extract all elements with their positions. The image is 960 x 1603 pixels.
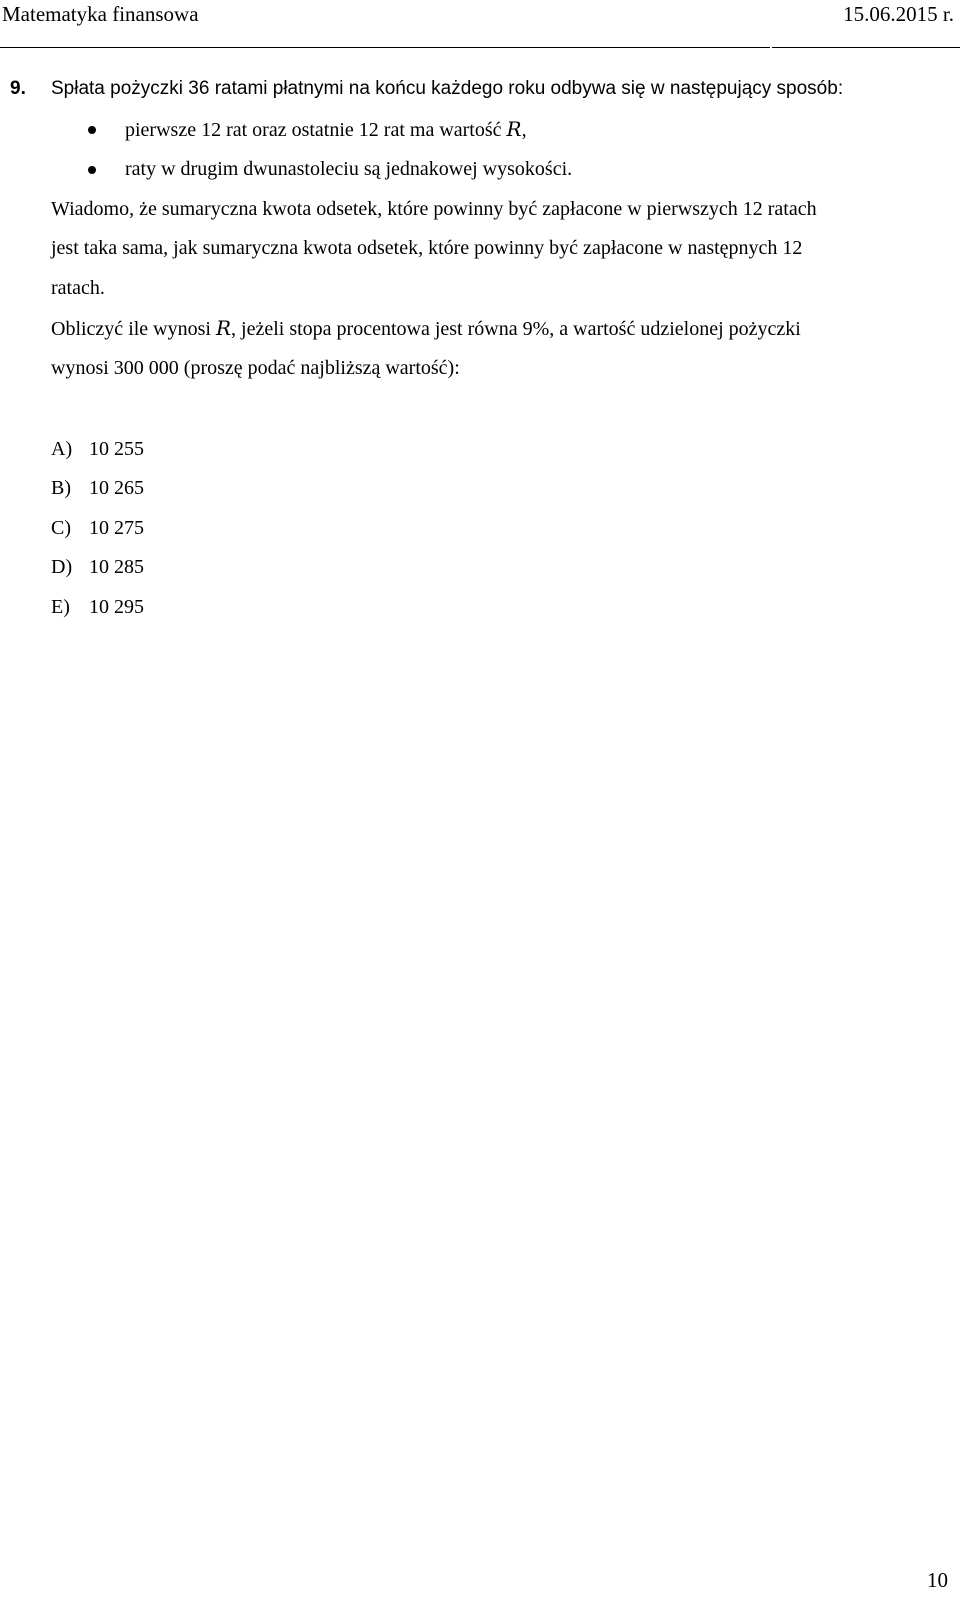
answer-value: 10 255 xyxy=(89,438,144,460)
question-intro: Spłata pożyczki 36 ratami płatnymi na końcu każdego roku odbywa się w następujący sposób: xyxy=(51,78,844,99)
answer-letter: D) xyxy=(51,556,73,578)
answer-letter: A) xyxy=(51,438,73,460)
paragraph-1-line-2: jest taka sama, jak sumaryczna kwota odsetek, które powinny być zapłacone w następnych 12 xyxy=(51,237,803,259)
bullet-text-1 xyxy=(125,116,527,143)
answer-option-c xyxy=(51,515,144,541)
header-divider-right xyxy=(772,47,960,48)
answer-option-a xyxy=(51,436,144,462)
answer-value: 10 265 xyxy=(89,477,144,499)
question-number: 9. xyxy=(10,78,26,99)
document-title: Matematyka finansowa xyxy=(2,2,199,26)
answer-letter: C) xyxy=(51,517,71,539)
answer-value: 10 285 xyxy=(89,556,144,578)
bullet-text-2: raty w drugim dwunastoleciu są jednakowej wysokości. xyxy=(125,158,573,180)
bullet-dot-icon xyxy=(88,166,96,174)
variable-r: R xyxy=(506,117,522,141)
paragraph-1-line-3: ratach. xyxy=(51,277,105,299)
answer-value: 10 275 xyxy=(89,517,144,539)
document-date: 15.06.2015 r. xyxy=(843,2,954,26)
header-divider-left xyxy=(0,47,770,48)
bullet-text-1-after: , xyxy=(521,119,527,141)
answer-value: 10 295 xyxy=(89,596,144,618)
answer-letter: E) xyxy=(51,596,70,618)
bullet-dot-icon xyxy=(88,126,96,134)
variable-r: R xyxy=(215,316,232,340)
paragraph-2-line-2: wynosi 300 000 (proszę podać najbliższą wartość): xyxy=(51,357,460,379)
answer-option-e xyxy=(51,594,144,620)
bullet-text-1-before: pierwsze 12 rat oraz ostatnie 12 rat ma wartość xyxy=(125,119,507,141)
paragraph-1-line-1: Wiadomo, że sumaryczna kwota odsetek, które powinny być zapłacone w pierwszych 12 ratach xyxy=(51,198,817,220)
answer-letter: B) xyxy=(51,477,71,499)
page-header xyxy=(0,0,960,50)
page-number: 10 xyxy=(927,1568,948,1592)
paragraph-2-after: , jeżeli stopa procentowa jest równa 9%, a wartość udzielonej pożyczki xyxy=(231,318,801,340)
answer-option-d xyxy=(51,554,144,580)
answer-option-b xyxy=(51,475,144,501)
paragraph-2-before: Obliczyć ile wynosi xyxy=(51,318,216,340)
paragraph-2-line-1 xyxy=(51,315,801,342)
